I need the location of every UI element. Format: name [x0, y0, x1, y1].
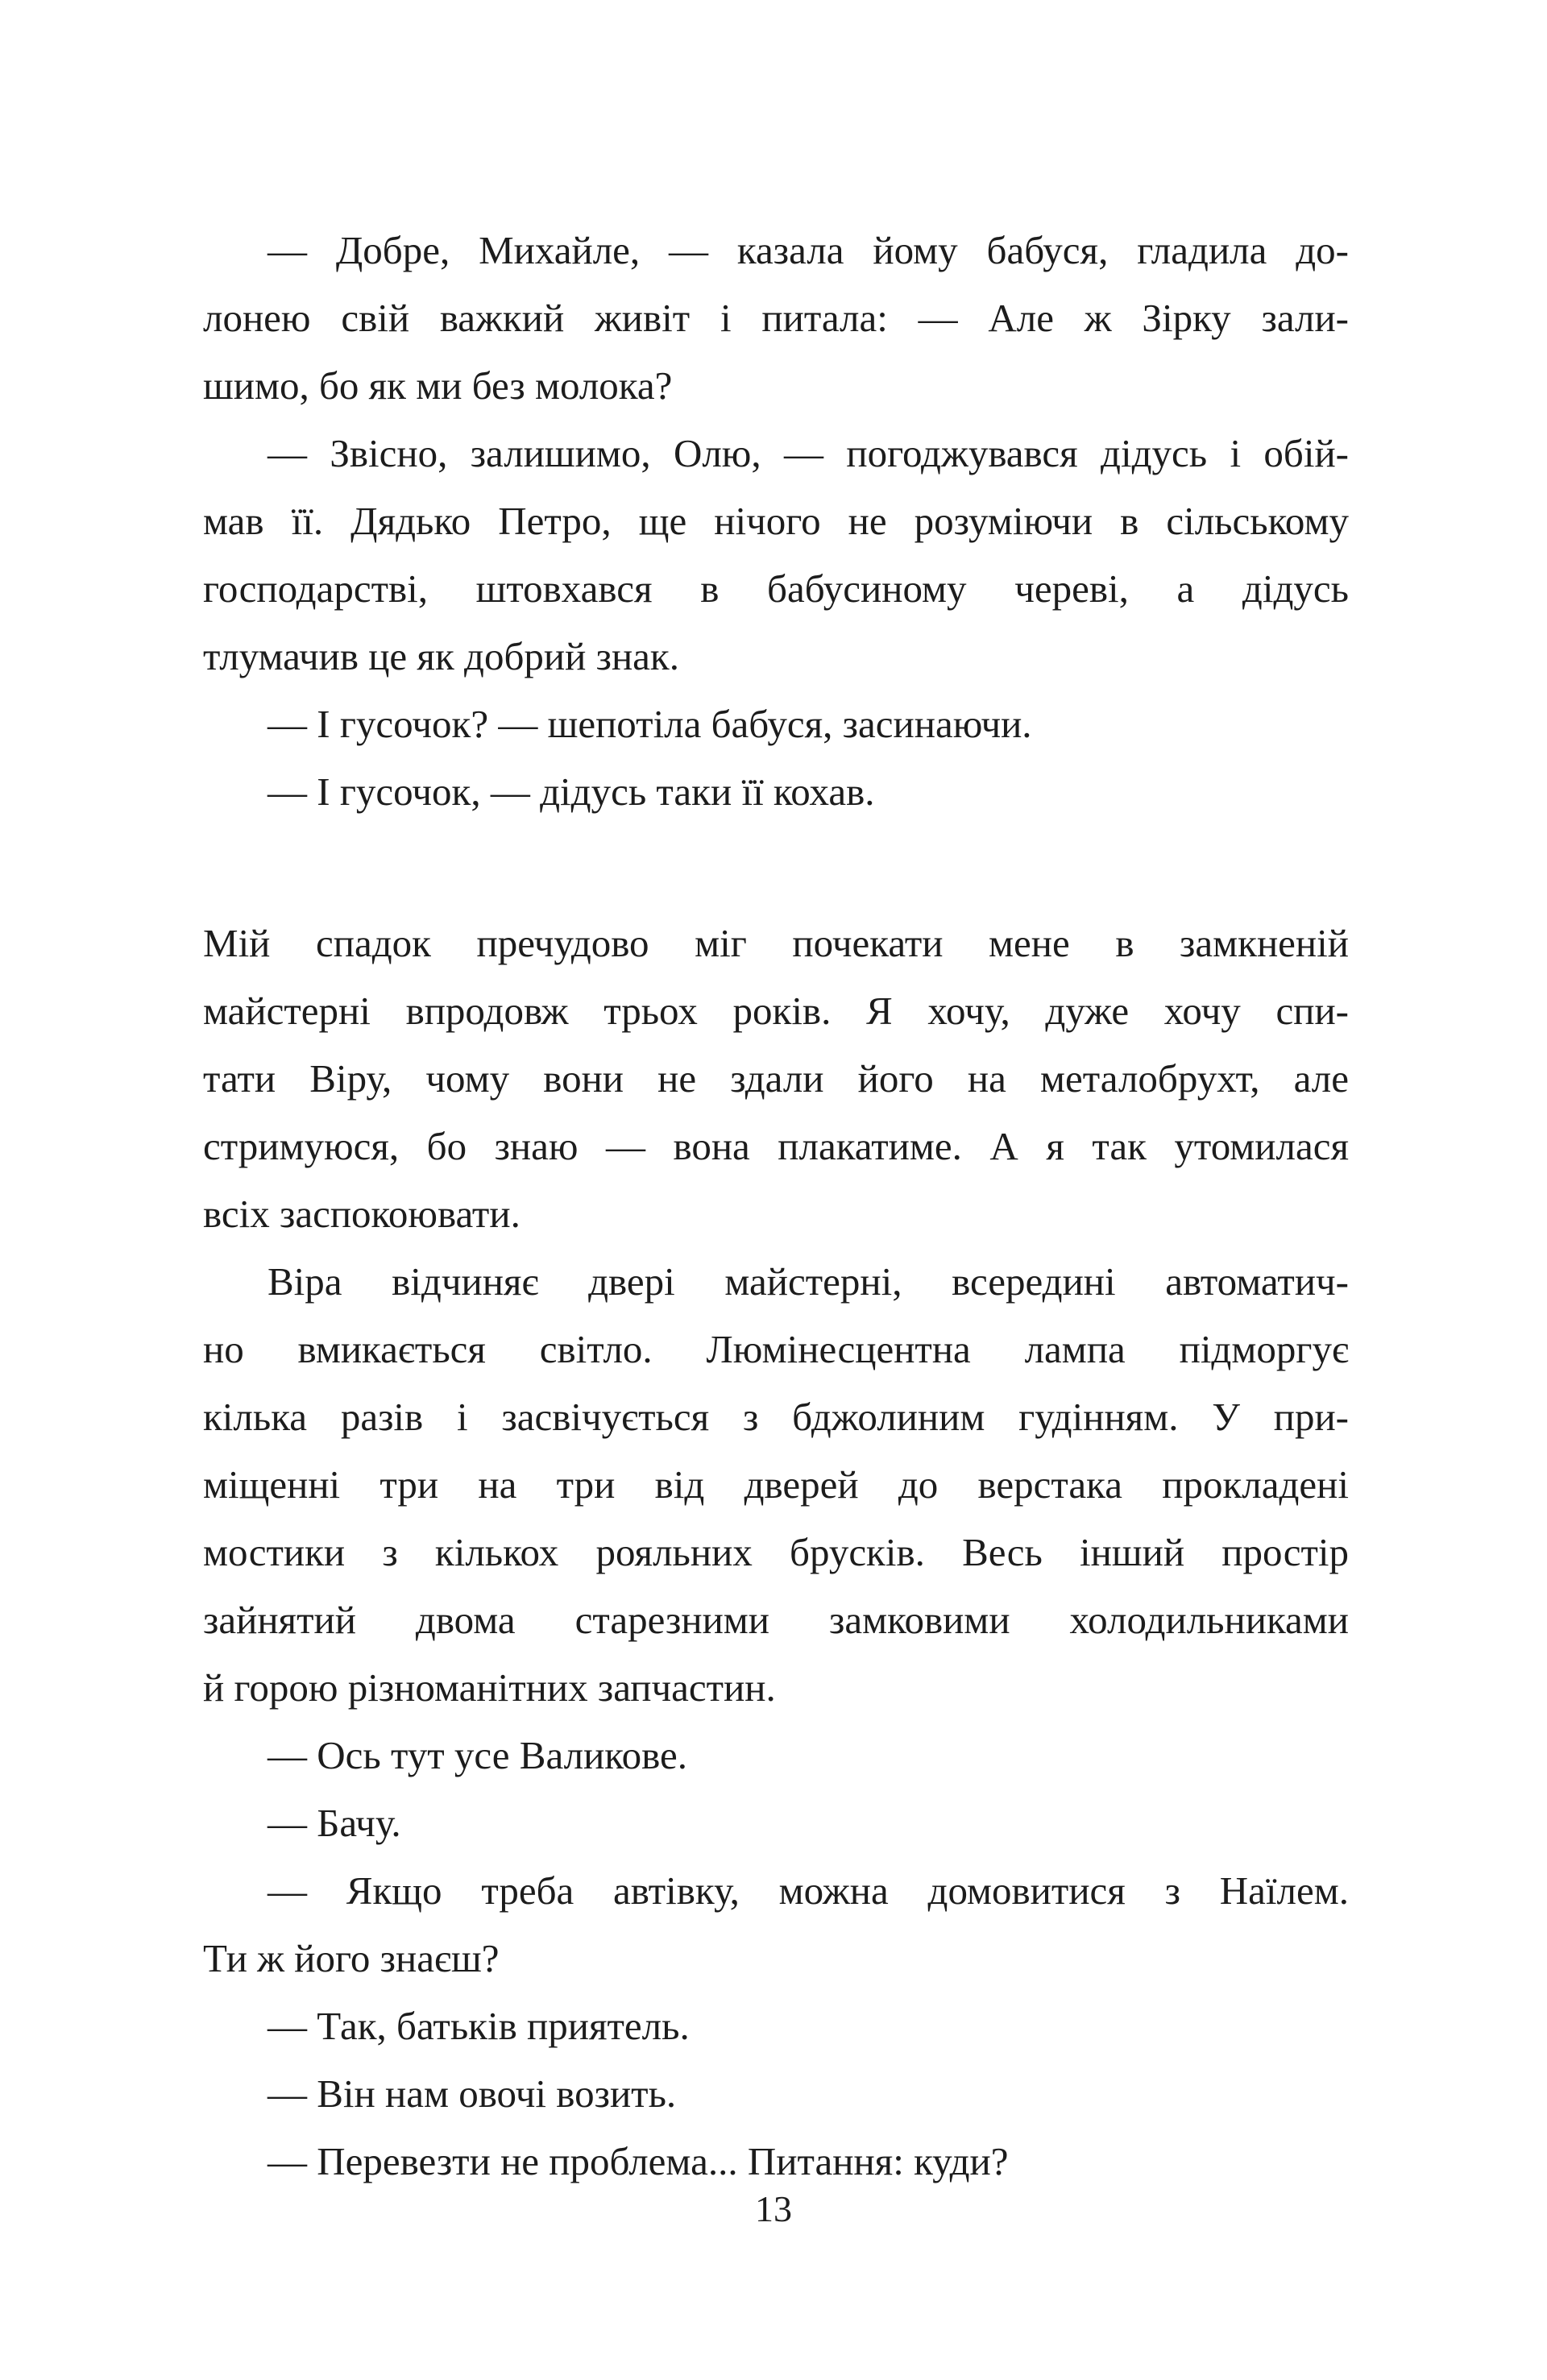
text-section: [203, 217, 1349, 826]
text-line: лонею свій важкий живіт і питала: — Але ж Зірку зали-: [203, 296, 1349, 340]
text-line: — Бачу.: [268, 1801, 401, 1845]
page-number: 13: [755, 2188, 792, 2229]
text-line: всіх заспокоювати.: [203, 1192, 521, 1236]
paragraph: [203, 420, 1349, 690]
text-line: господарстві, штовхався в бабусиному череві, а дідусь: [203, 566, 1349, 611]
text-line: — Він нам овочі возить.: [268, 2071, 677, 2116]
text-section: [203, 910, 1349, 2195]
text-line: Ти ж його знаєш?: [203, 1936, 500, 1980]
text-line: Віра відчиняє двері майстерні, всередині автоматич-: [268, 1259, 1349, 1304]
paragraph: [203, 1992, 1349, 2060]
paragraph: [203, 758, 1349, 826]
text-line: — Звісно, залишимо, Олю, — погоджувався дідусь і обій-: [268, 431, 1349, 475]
text-line: но вмикається світло. Люмінесцентна лампа підморгує: [203, 1327, 1349, 1371]
text-line: стримуюся, бо знаю — вона плакатиме. А я так утомилася: [203, 1124, 1349, 1168]
paragraph: [203, 690, 1349, 758]
paragraph: [203, 1248, 1349, 1722]
text-line: — Добре, Михайле, — казала йому бабуся, гладила до-: [268, 228, 1349, 272]
text-line: мостики з кількох рояльних брусків. Весь інший простір: [203, 1530, 1349, 1574]
text-line: тати Віру, чому вони не здали його на металобрухт, але: [203, 1056, 1349, 1101]
text-line: майстерні впродовж трьох років. Я хочу, дуже хочу спи-: [203, 989, 1349, 1033]
page-body: [203, 217, 1349, 2195]
paragraph: [203, 2060, 1349, 2128]
text-line: кілька разів і засвічується з бджолиним гудінням. У при-: [203, 1395, 1349, 1439]
paragraph: [203, 217, 1349, 420]
text-line: зайнятий двома старезними замковими холодильниками: [203, 1598, 1349, 1642]
text-line: — Якщо треба автівку, можна домовитися з Наїлем.: [268, 1868, 1349, 1913]
text-line: шимо, бо як ми без молока?: [203, 363, 673, 408]
text-line: мав її. Дядько Петро, ще нічого не розуміючи в сільському: [203, 499, 1349, 543]
text-line: — Ось тут усе Валикове.: [268, 1733, 687, 1777]
paragraph: [203, 1857, 1349, 1992]
paragraph: [203, 1789, 1349, 1857]
text-line: Мій спадок пречудово міг почекати мене в замкненій: [203, 921, 1349, 965]
text-line: й горою різноманітних запчастин.: [203, 1665, 776, 1710]
text-line: — Перевезти не проблема... Питання: куди?: [268, 2139, 1009, 2183]
section-break: [203, 826, 1349, 910]
text-line: — Так, батьків приятель.: [268, 2004, 690, 2048]
paragraph: [203, 1722, 1349, 1789]
text-line: міщенні три на три від дверей до верстака прокладені: [203, 1462, 1349, 1507]
paragraph: [203, 910, 1349, 1248]
text-line: — І гусочок, — дідусь таки її кохав.: [268, 769, 875, 814]
text-line: — І гусочок? — шепотіла бабуся, засинаючи.: [268, 702, 1032, 746]
text-line: тлумачив це як добрий знак.: [203, 634, 679, 678]
